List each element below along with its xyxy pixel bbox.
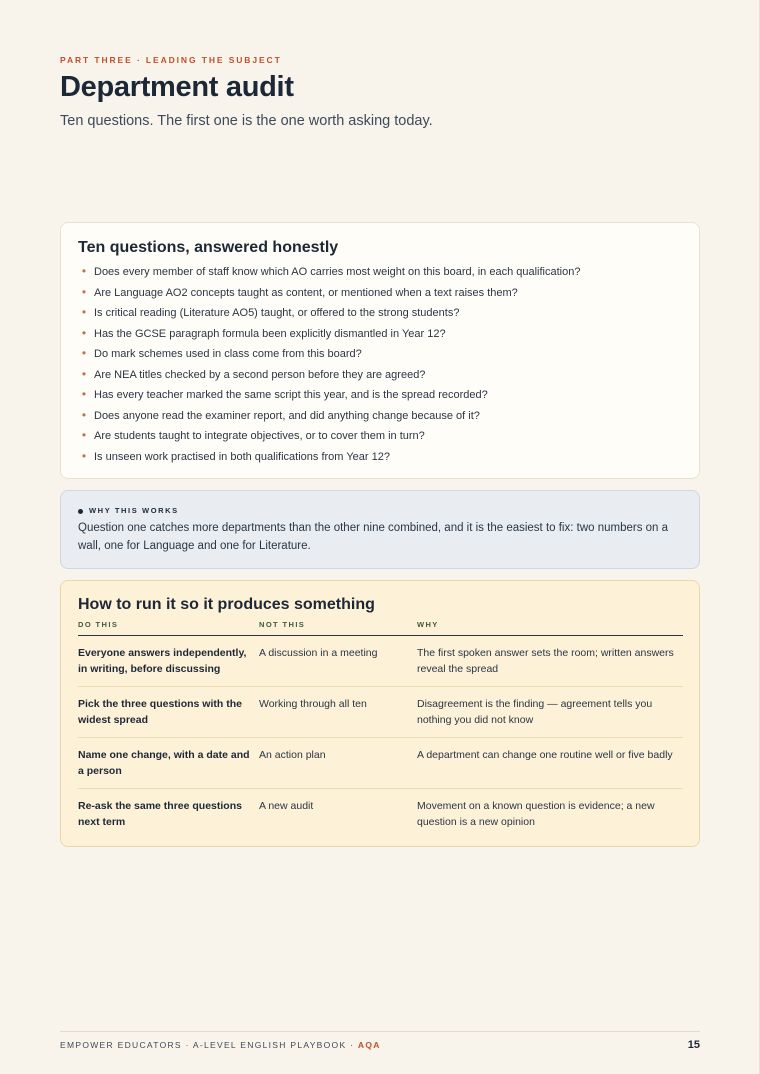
question-item (78, 344, 682, 365)
column-header-why: WHY (417, 617, 683, 636)
question-text: Does every member of staff know which AO carries most weight on this board, in each qualification? (94, 266, 581, 278)
cell-not: A new audit (259, 800, 314, 812)
why-text: Question one catches more departments than the other nine combined, and it is the easiest to fix: two numbers on a wall, one for Language and one for Literature. (78, 522, 669, 552)
question-text: Is unseen work practised in both qualifications from Year 12? (94, 450, 390, 463)
bullet-icon: • (81, 387, 87, 401)
question-text: Does anyone read the examiner report, and did anything change because of it? (94, 409, 480, 422)
question-item (78, 406, 682, 427)
table-row (78, 738, 683, 789)
column-header-not: NOT THIS (259, 617, 417, 636)
why-callout (60, 490, 700, 569)
question-text: Do mark schemes used in class come from this board? (94, 348, 362, 360)
question-text: Are Language AO2 concepts taught as content, or mentioned when a text raises them? (94, 286, 518, 299)
cell-why: Disagreement is the finding — agreement tells you nothing you did not know (417, 687, 683, 738)
question-item (78, 447, 682, 468)
question-item (78, 303, 682, 324)
questions-heading: Ten questions, answered honestly (78, 239, 339, 256)
page-lede: Ten questions. The first one is the one worth asking today. (60, 113, 433, 129)
table-row (78, 789, 683, 840)
cell-why: Movement on a known question is evidence; a new question is a new opinion (417, 800, 655, 828)
page-title: Department audit (60, 71, 294, 103)
dot-icon (78, 509, 83, 514)
table-header-row (78, 617, 683, 636)
why-label-row (78, 506, 682, 516)
bullet-icon: • (81, 284, 87, 299)
cell-do: Pick the three questions with the widest spread (78, 687, 259, 738)
bullet-icon: • (81, 407, 87, 422)
cell-not: A discussion in a meeting (259, 636, 417, 687)
bullet-icon: • (81, 325, 87, 340)
question-item (78, 385, 682, 406)
bullet-icon: • (81, 428, 87, 442)
question-text: Has the GCSE paragraph formula been explicitly dismantled in Year 12? (94, 327, 446, 340)
table-row (78, 636, 683, 687)
cell-why: The first spoken answer sets the room; written answers reveal the spread (417, 636, 683, 687)
question-item (78, 283, 682, 304)
question-item (78, 324, 682, 345)
question-text: Are students taught to integrate objectives, or to cover them in turn? (94, 430, 425, 442)
question-item (78, 426, 682, 447)
section-eyebrow: PART THREE · LEADING THE SUBJECT (60, 55, 282, 65)
page-number: 15 (687, 1039, 700, 1051)
bullet-icon: • (81, 448, 87, 463)
footer-board: AQA (357, 1040, 381, 1050)
footer-credit (60, 1040, 381, 1050)
run-card (60, 580, 700, 847)
bullet-icon: • (81, 264, 87, 278)
questions-card (60, 222, 700, 479)
column-header-do: DO THIS (78, 617, 259, 636)
cell-not: Working through all ten (259, 687, 417, 738)
question-item (78, 262, 682, 283)
question-text: Has every teacher marked the same script this year, and is the spread recorded? (94, 389, 488, 401)
why-label: WHY THIS WORKS (89, 506, 179, 515)
question-item (78, 365, 682, 386)
cell-do: Re-ask the same three questions next term (78, 800, 242, 828)
page-footer (60, 1039, 700, 1051)
bullet-icon: • (81, 366, 87, 381)
cell-do: Everyone answers independently, in writing, before discussing (78, 636, 259, 687)
bullet-icon: • (81, 305, 87, 319)
footer-rule (60, 1031, 700, 1032)
bullet-icon: • (81, 346, 87, 360)
table-row (78, 687, 683, 738)
cell-not: An action plan (259, 738, 417, 789)
page-content (60, 54, 700, 828)
questions-list (78, 262, 682, 467)
cell-why: A department can change one routine well or five badly (417, 738, 683, 789)
cell-do: Name one change, with a date and a person (78, 738, 259, 789)
run-table (78, 617, 683, 839)
question-text: Are NEA titles checked by a second person before they are agreed? (94, 368, 426, 381)
footer-credit-text: EMPOWER EDUCATORS · A-LEVEL ENGLISH PLAYBOOK · (60, 1040, 358, 1050)
run-heading: How to run it so it produces something (78, 596, 375, 613)
question-text: Is critical reading (Literature AO5) taught, or offered to the strong students? (94, 307, 460, 319)
